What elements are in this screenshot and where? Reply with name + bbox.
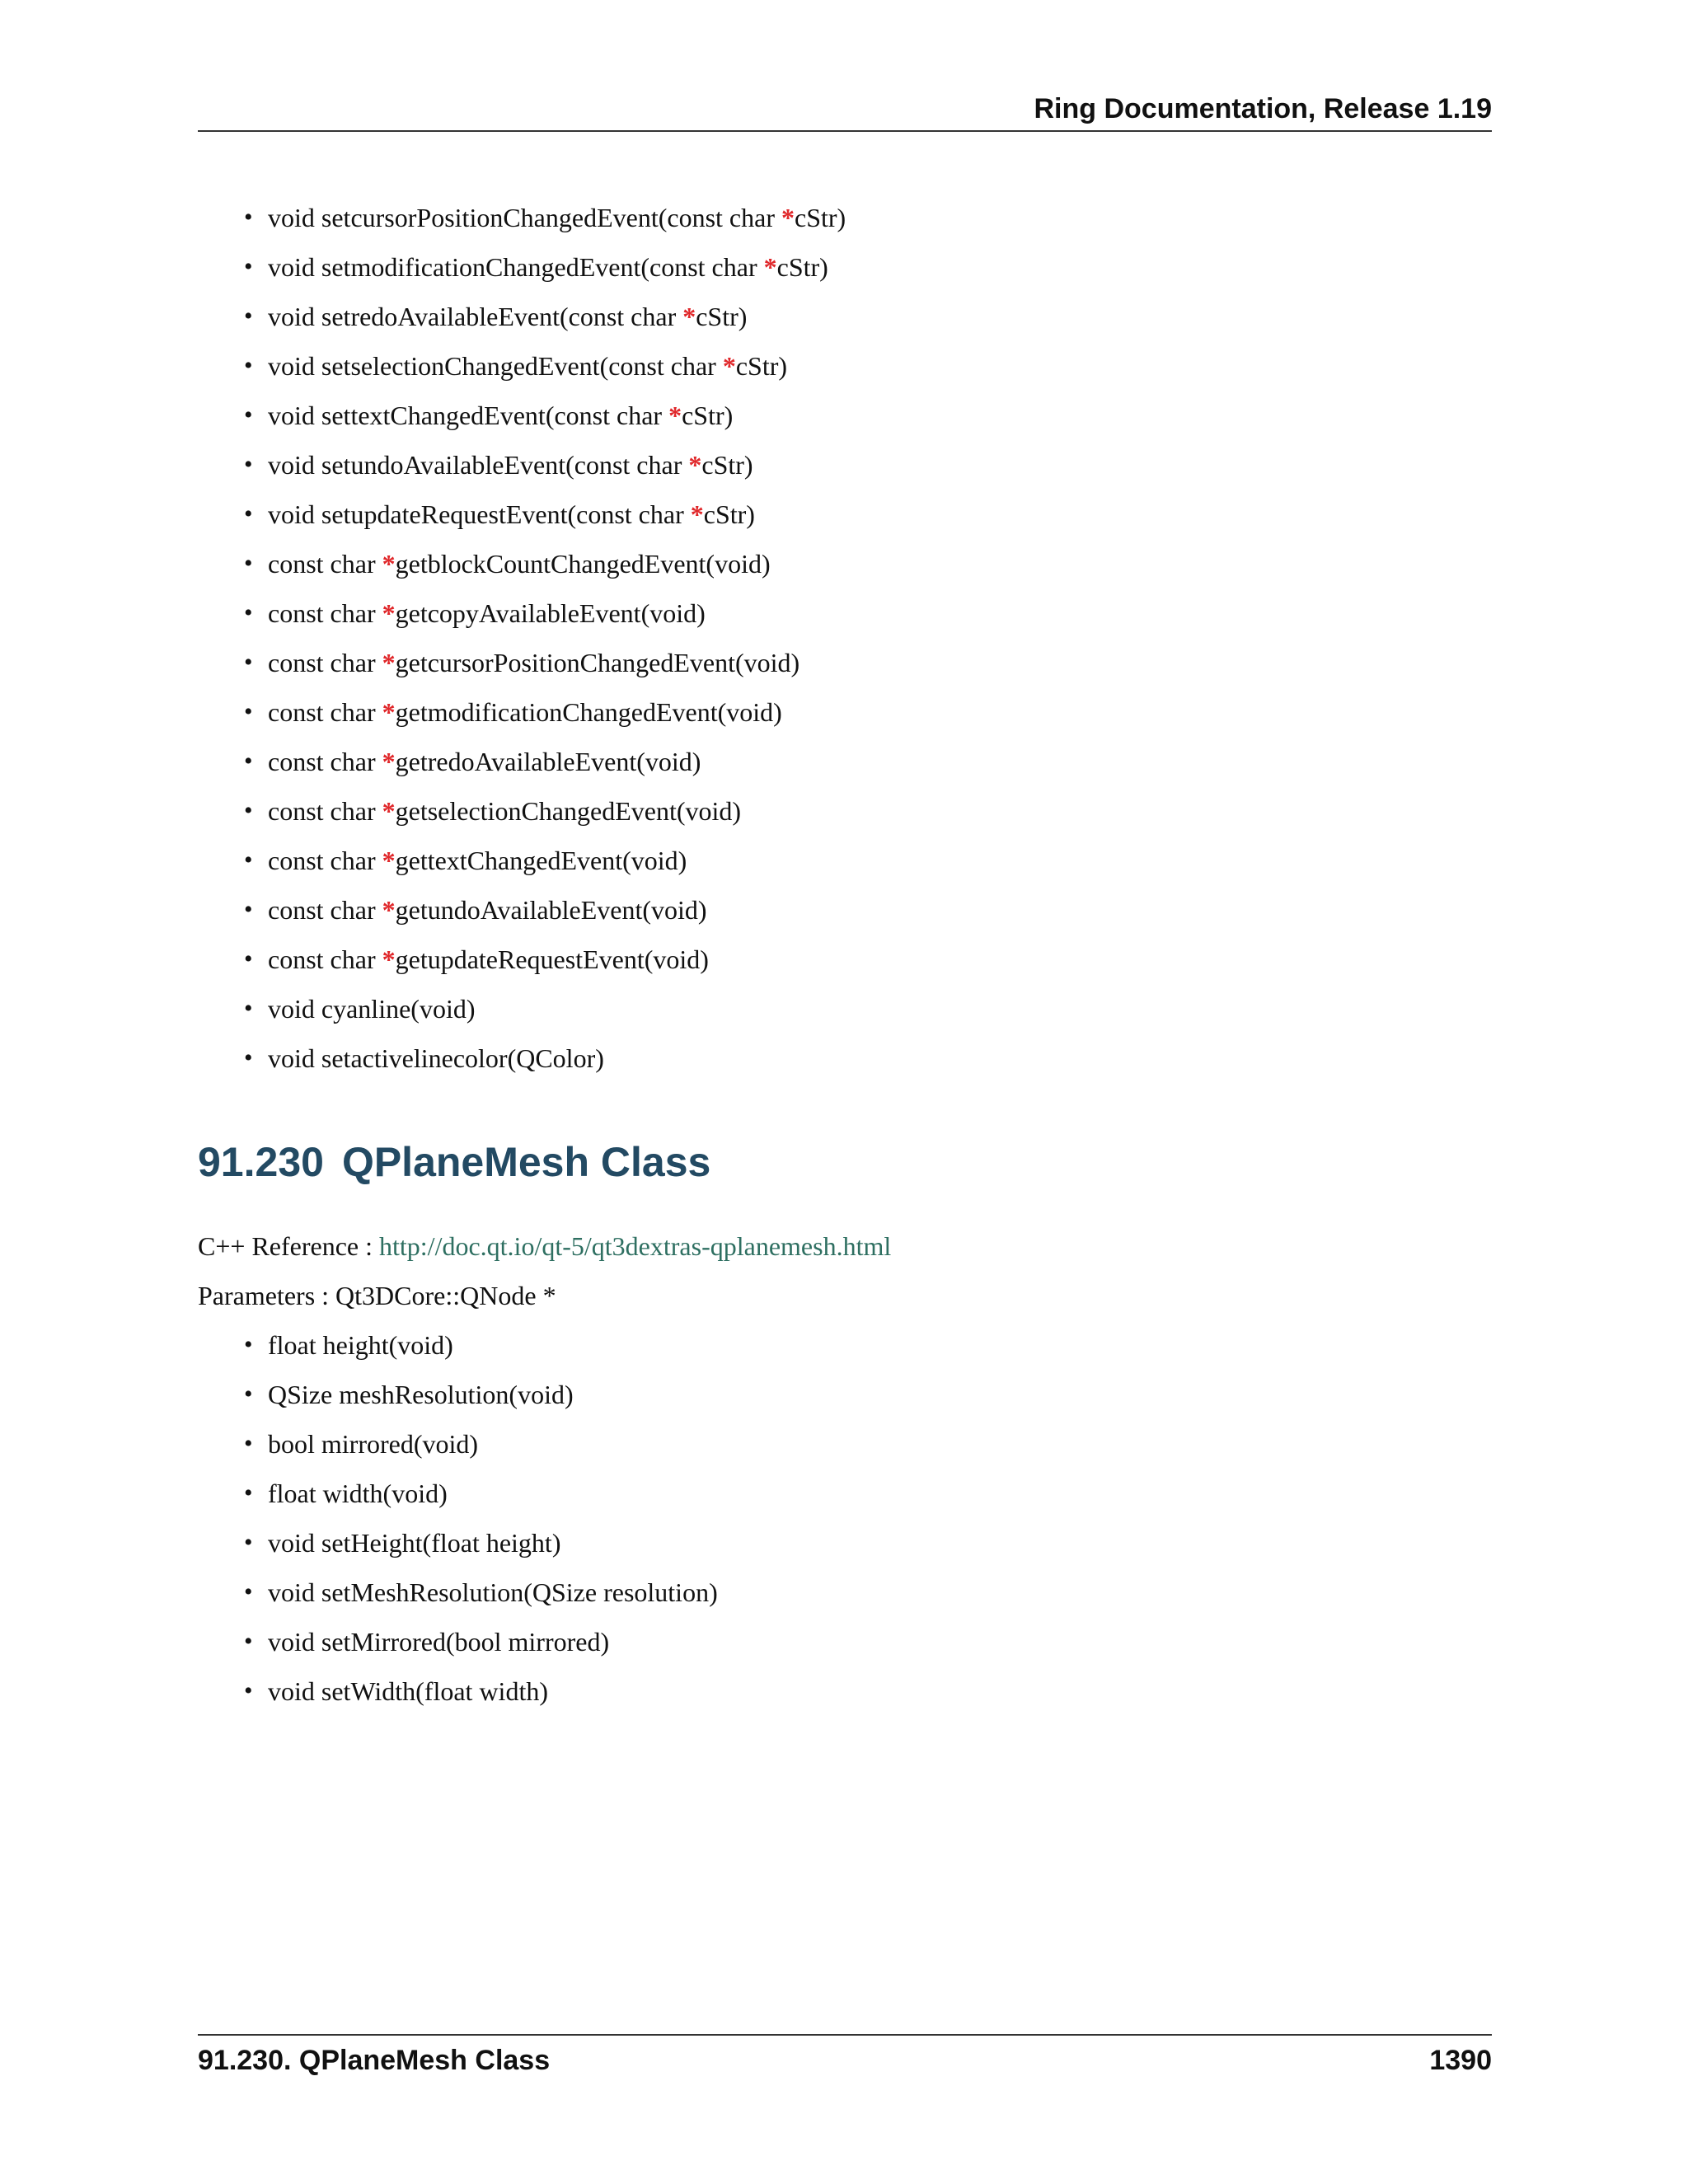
- list-item: • const char *getmodificationChangedEvent(void): [0, 687, 846, 737]
- bullet-icon: •: [244, 797, 253, 824]
- cpp-reference: [198, 1221, 891, 1271]
- list-item: • void cyanline(void): [0, 984, 846, 1033]
- reference-link[interactable]: http://doc.qt.io/qt-5/qt3dextras-qplanemesh.html: [379, 1231, 892, 1261]
- list-item: • void setselectionChangedEvent(const char *cStr): [0, 341, 846, 391]
- bullet-icon: •: [244, 451, 253, 478]
- list-item: • const char *getredoAvailableEvent(void): [0, 737, 846, 786]
- list-item: • void setmodificationChangedEvent(const char *cStr): [0, 242, 846, 292]
- bullet-icon: •: [244, 995, 253, 1022]
- list-item: • void setupdateRequestEvent(const char *cStr): [0, 490, 846, 539]
- bullet-icon: •: [244, 896, 253, 923]
- page-number: 1390: [1429, 2045, 1492, 2076]
- footer-section: 91.230. QPlaneMesh Class: [198, 2045, 551, 2076]
- bullet-icon: •: [244, 1380, 253, 1408]
- bullet-icon: •: [244, 550, 253, 577]
- reference-label: C++ Reference :: [198, 1231, 379, 1261]
- list-item: • void setredoAvailableEvent(const char *cStr): [0, 292, 846, 341]
- list-item: • void settextChangedEvent(const char *cStr): [0, 391, 846, 440]
- list-item: • void setMeshResolution(QSize resolution): [0, 1568, 718, 1617]
- bullet-icon: •: [244, 1044, 253, 1071]
- header-title: Ring Documentation, Release 1.19: [1034, 93, 1492, 124]
- list-item: • void setWidth(float width): [0, 1666, 718, 1716]
- list-item: • void setMirrored(bool mirrored): [0, 1617, 718, 1666]
- bullet-icon: •: [244, 1529, 253, 1556]
- page-footer: [198, 2034, 1492, 2085]
- method-list-qplanemesh: [0, 1320, 718, 1716]
- list-item: • const char *getselectionChangedEvent(void): [0, 786, 846, 836]
- section-title-text: QPlaneMesh Class: [341, 1139, 711, 1185]
- bullet-icon: •: [244, 500, 253, 527]
- bullet-icon: •: [244, 1479, 253, 1507]
- bullet-icon: •: [244, 1628, 253, 1655]
- bullet-icon: •: [244, 748, 253, 775]
- bullet-icon: •: [244, 352, 253, 379]
- bullet-icon: •: [244, 204, 253, 231]
- page-header: [198, 91, 1492, 132]
- list-item: • const char *getundoAvailableEvent(void): [0, 885, 846, 935]
- bullet-icon: •: [244, 401, 253, 429]
- section-number: 91.230: [198, 1139, 324, 1185]
- section-heading: [198, 1136, 710, 1188]
- list-item: • const char *gettextChangedEvent(void): [0, 836, 846, 885]
- bullet-icon: •: [244, 1578, 253, 1605]
- bullet-icon: •: [244, 253, 253, 280]
- list-item: • const char *getupdateRequestEvent(void): [0, 935, 846, 984]
- list-item: • void setactivelinecolor(QColor): [0, 1033, 846, 1083]
- list-item: • const char *getcopyAvailableEvent(void): [0, 588, 846, 638]
- method-list-top: [0, 193, 846, 1083]
- bullet-icon: •: [244, 698, 253, 725]
- list-item: • const char *getblockCountChangedEvent(void): [0, 539, 846, 588]
- bullet-icon: •: [244, 945, 253, 972]
- bullet-icon: •: [244, 1430, 253, 1457]
- bullet-icon: •: [244, 649, 253, 676]
- list-item: • void setHeight(float height): [0, 1518, 718, 1568]
- bullet-icon: •: [244, 1331, 253, 1358]
- list-item: • float width(void): [0, 1469, 718, 1518]
- list-item: • QSize meshResolution(void): [0, 1370, 718, 1419]
- list-item: • void setundoAvailableEvent(const char *cStr): [0, 440, 846, 490]
- list-item: • float height(void): [0, 1320, 718, 1370]
- bullet-icon: •: [244, 1677, 253, 1704]
- parameters-text: Parameters : Qt3DCore::QNode *: [198, 1281, 556, 1310]
- list-item: • void setcursorPositionChangedEvent(const char *cStr): [0, 193, 846, 242]
- list-item: • bool mirrored(void): [0, 1419, 718, 1469]
- bullet-icon: •: [244, 846, 253, 874]
- bullet-icon: •: [244, 599, 253, 626]
- bullet-icon: •: [244, 302, 253, 330]
- list-item: • const char *getcursorPositionChangedEvent(void): [0, 638, 846, 687]
